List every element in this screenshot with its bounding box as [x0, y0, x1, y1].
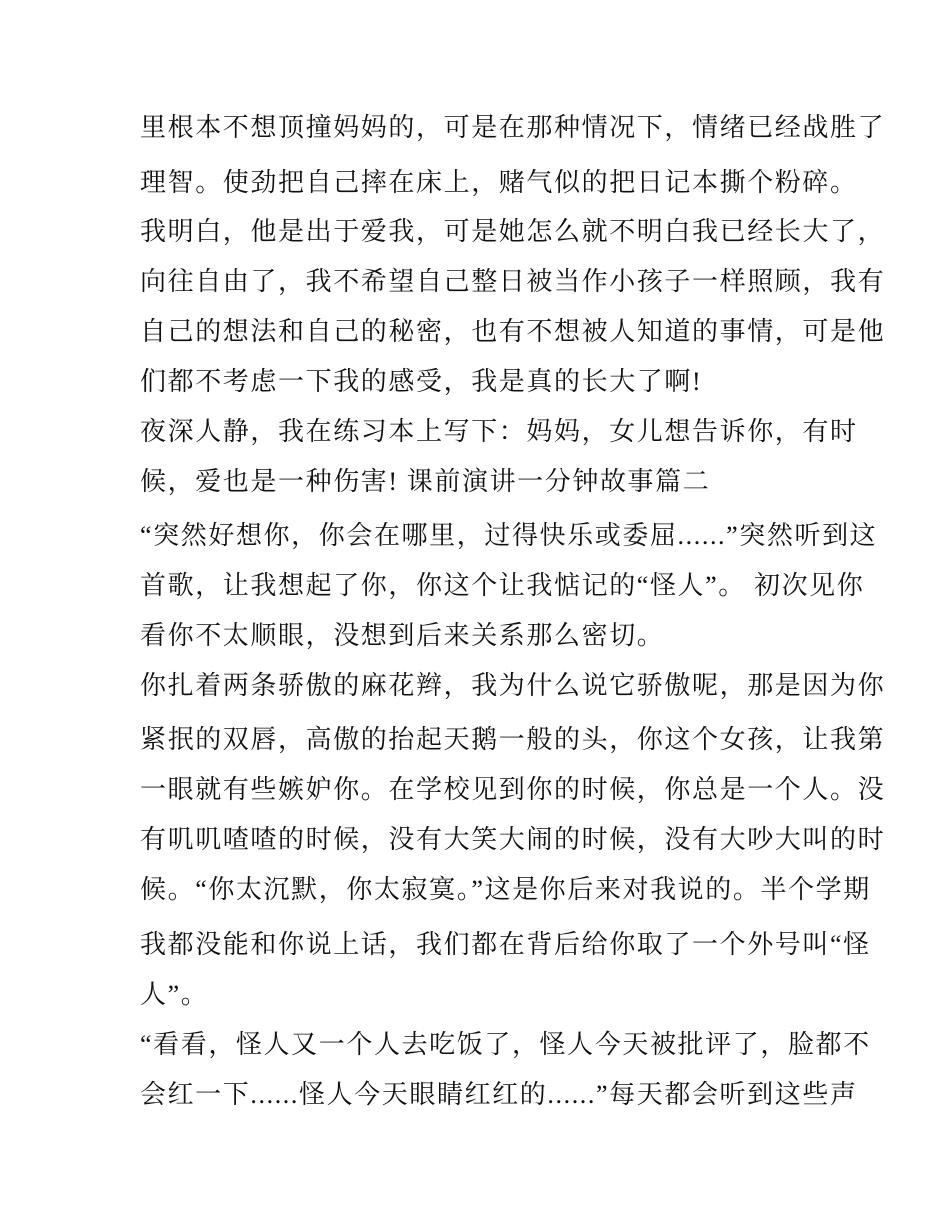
text-line: 向往自由了，我不希望自己整日被当作小孩子一样照顾，我有 — [140, 267, 886, 296]
text-line: 我明白，他是出于爱我，可是她怎么就不明白我已经长大了， — [140, 217, 886, 246]
text-line: 候，爱也是一种伤害! 课前演讲一分钟故事篇二 — [140, 467, 711, 496]
text-line: 们都不考虑一下我的感受，我是真的长大了啊! — [140, 367, 703, 396]
text-line: 有叽叽喳喳的时候，没有大笑大闹的时候，没有大吵大叫的时 — [140, 825, 886, 854]
text-line: 里根本不想顶撞妈妈的，可是在那种情况下，情绪已经战胜了 — [140, 113, 886, 142]
text-line: 一眼就有些嫉妒你。在学校见到你的时候，你总是一个人。没 — [140, 775, 886, 804]
text-line: 会红一下......怪人今天眼睛红红的......”每天都会听到这些声 — [140, 1080, 858, 1109]
text-line: “突然好想你，你会在哪里，过得快乐或委屈......”突然听到这 — [140, 521, 878, 550]
text-line: 理智。使劲把自己摔在床上，赌气似的把日记本撕个粉碎。 — [140, 168, 858, 197]
text-line: 看你不太顺眼，没想到后来关系那么密切。 — [140, 621, 665, 650]
text-line: 紧抿的双唇，高傲的抬起天鹅一般的头，你这个女孩，让我第 — [140, 725, 886, 754]
text-line: 自己的想法和自己的秘密，也有不想被人知道的事情，可是他 — [140, 317, 886, 346]
text-line: 你扎着两条骄傲的麻花辫，我为什么说它骄傲呢，那是因为你 — [140, 671, 886, 700]
text-line: 我都没能和你说上话，我们都在背后给你取了一个外号叫“怪 — [140, 930, 871, 959]
text-line: 夜深人静，我在练习本上写下：妈妈，女儿想告诉你，有时 — [140, 417, 858, 446]
text-line: “看看，怪人又一个人去吃饭了，怪人今天被批评了，脸都不 — [140, 1030, 871, 1059]
text-line: 人”。 — [140, 980, 209, 1009]
text-line: 候。“你太沉默，你太寂寞。”这是你后来对我说的。半个学期 — [140, 875, 871, 904]
text-line: 首歌，让我想起了你，你这个让我惦记的“怪人”。 初次见你 — [140, 571, 865, 600]
